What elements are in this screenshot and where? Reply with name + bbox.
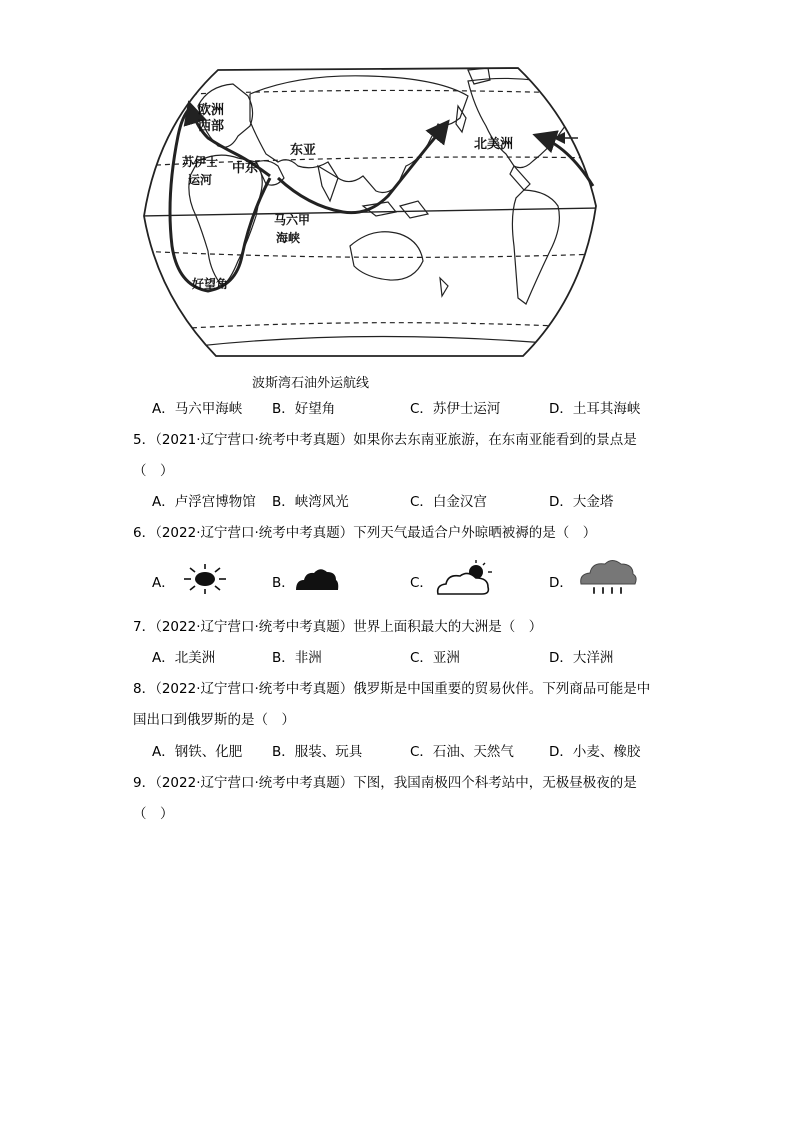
label-suez-2: 运河 [188, 173, 213, 187]
q8-options [0, 743, 794, 761]
q5-stem-line1: 5．（2021·辽宁营口·统考中考真题）如果你去东南亚旅游，在东南亚能看到的景点是 [133, 432, 637, 448]
q8-option-c[interactable]: C．石油、天然气 [410, 744, 514, 760]
sunny-icon [180, 562, 230, 596]
q6-option-b[interactable]: B． [272, 575, 295, 591]
label-malacca-2: 海峡 [276, 231, 301, 245]
q8-stem-line2: 国出口到俄罗斯的是（ ） [133, 712, 295, 728]
q4-option-c[interactable]: C．苏伊士运河 [410, 401, 501, 417]
label-middle-east: 中东 [232, 161, 259, 176]
label-suez-1: 苏伊士 [182, 155, 219, 169]
q6-stem: 6．（2022·辽宁营口·统考中考真题）下列天气最适合户外晾晒被褥的是（ ） [133, 525, 597, 541]
q5-option-a[interactable]: A．卢浮宫博物馆 [152, 494, 256, 510]
q6-option-a[interactable]: A． [152, 575, 175, 591]
label-malacca-1: 马六甲 [274, 213, 311, 227]
q4-option-a[interactable]: A．马六甲海峡 [152, 401, 243, 417]
q6-options [0, 560, 794, 600]
q5-options [0, 493, 794, 511]
label-west-europe-2: 西部 [198, 119, 225, 134]
partly-cloudy-icon [434, 560, 496, 596]
label-east-asia: 东亚 [290, 143, 317, 158]
label-north-america: 北美洲 [474, 137, 514, 152]
world-map [138, 66, 600, 358]
q7-option-c[interactable]: C．亚洲 [410, 650, 460, 666]
q8-stem-line1: 8．（2022·辽宁营口·统考中考真题）俄罗斯是中国重要的贸易伙伴。下列商品可能是中 [133, 681, 651, 697]
q5-option-d[interactable]: D．大金塔 [549, 494, 614, 510]
q5-stem-line2: （ ） [133, 463, 174, 479]
q8-option-b[interactable]: B．服装、玩具 [272, 744, 363, 760]
overcast-icon [294, 566, 340, 592]
q9-stem-line2: （ ） [133, 806, 174, 822]
q4-option-b[interactable]: B．好望角 [272, 401, 336, 417]
q4-option-d[interactable]: D．土耳其海峡 [549, 401, 641, 417]
q6-option-d[interactable]: D． [549, 575, 573, 591]
q7-option-a[interactable]: A．北美洲 [152, 650, 216, 666]
q8-option-a[interactable]: A．钢铁、化肥 [152, 744, 243, 760]
q7-stem: 7．（2022·辽宁营口·统考中考真题）世界上面积最大的大洲是（ ） [133, 619, 543, 635]
map-caption: 波斯湾石油外运航线 [252, 376, 370, 391]
q8-option-d[interactable]: D．小麦、橡胶 [549, 744, 641, 760]
q9-stem-line1: 9．（2022·辽宁营口·统考中考真题）下图，我国南极四个科考站中，无极昼极夜的是 [133, 775, 637, 791]
q7-option-b[interactable]: B．非洲 [272, 650, 322, 666]
label-good-hope: 好望角 [192, 277, 229, 291]
q7-option-d[interactable]: D．大洋洲 [549, 650, 614, 666]
q5-option-b[interactable]: B．峡湾风光 [272, 494, 349, 510]
q5-option-c[interactable]: C．白金汉宫 [410, 494, 487, 510]
q6-option-c[interactable]: C． [410, 575, 433, 591]
rain-icon [578, 558, 638, 598]
q4-options [0, 400, 794, 418]
q7-options [0, 649, 794, 667]
label-west-europe-1: 欧洲 [198, 103, 225, 118]
